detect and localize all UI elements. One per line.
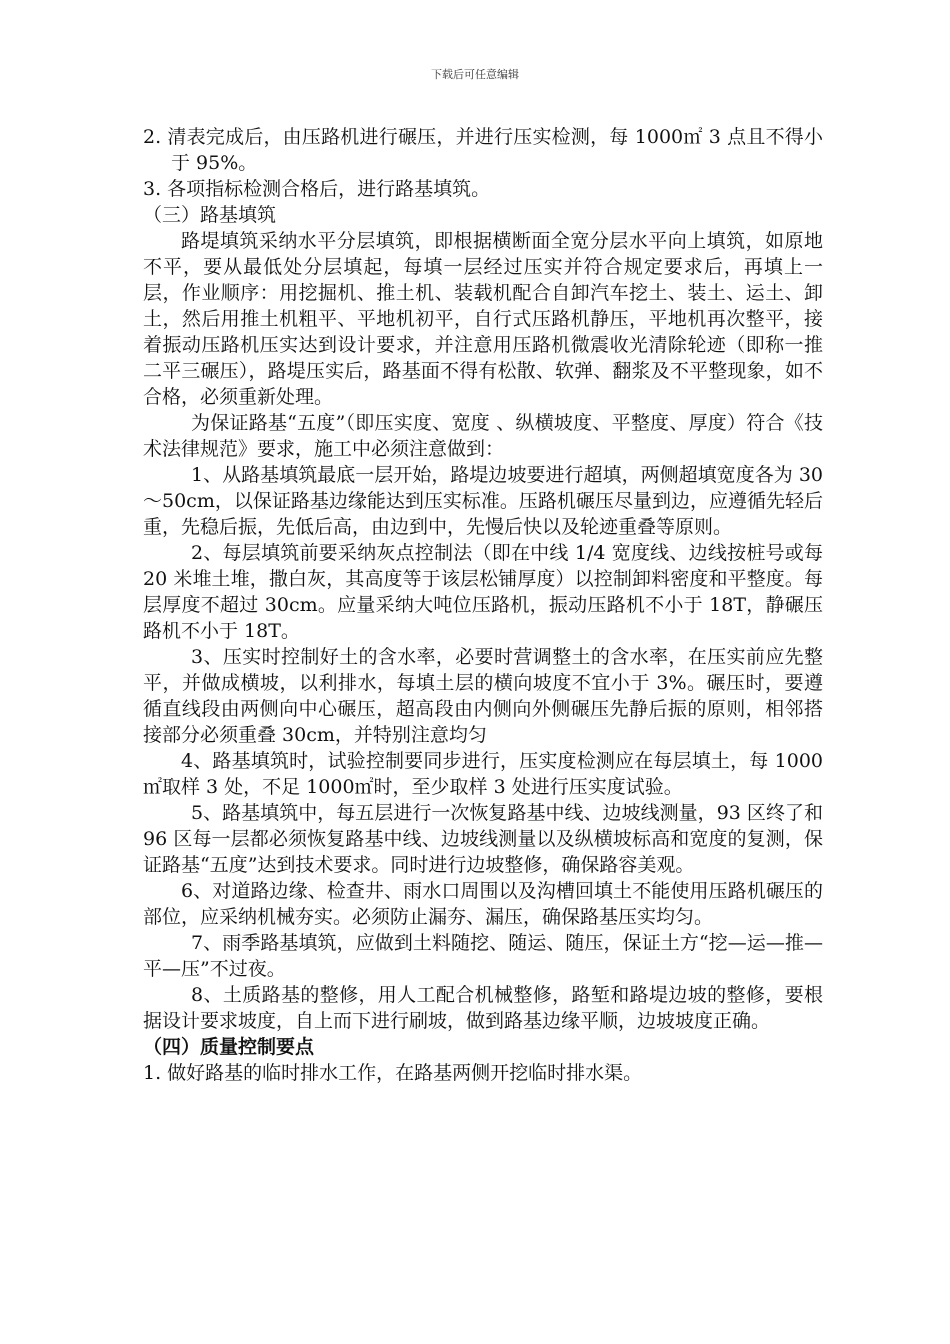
paragraph: 5、路基填筑中，每五层进行一次恢复路基中线、边坡线测量，93 区终了和 96 区每一层都必须恢复路基中线、边坡线测量以及纵横坡标高和宽度的复测，保证路基“五度”达到技术要求。同时进行边坡整修，确保路容美观。 — [143, 802, 823, 876]
section-heading: （三）路基填筑 — [143, 204, 277, 226]
section-heading: （四）质量控制要点 — [143, 1036, 315, 1058]
paragraph: 3、压实时控制好土的含水率，必要时营调整土的含水率，在压实前应先整平，并做成横坡，以利排水，每填土层的横向坡度不宜小于 3%。碾压时，要遵循直线段由两侧向中心碾压，超高段由内侧向外侧碾压先静后振的原则，相邻搭接部分必须重叠 30cm，并特别注意均匀 — [143, 646, 823, 746]
paragraph: 4、路基填筑时，试验控制要同步进行，压实度检测应在每层填土，每 1000㎡取样 3 处，不足 1000㎡时，至少取样 3 处进行压实度试验。 — [143, 750, 823, 798]
paragraph: 为保证路基“五度”（即压实度、宽度 、纵横坡度、平整度、厚度）符合《技术法律规范》要求，施工中必须注意做到： — [143, 412, 823, 460]
paragraph: 1、从路基填筑最底一层开始，路堤边坡要进行超填，两侧超填宽度各为 30～50cm，以保证路基边缘能达到压实标准。压路机碾压尽量到边，应遵循先轻后重，先稳后振，先低后高，由边到中，先慢后快以及轮迹重叠等原则。 — [143, 464, 823, 538]
list-item: 3. 各项指标检测合格后，进行路基填筑。 — [143, 178, 491, 200]
paragraph: 路堤填筑采纳水平分层填筑，即根据横断面全宽分层水平向上填筑，如原地不平，要从最低处分层填起，每填一层经过压实并符合规定要求后，再填上一层，作业顺序：用挖掘机、推土机、装载机配合自卸汽车挖土、装土、运土、卸土，然后用推土机粗平、平地机初平，自行式压路机静压，平地机再次整平，接着振动压路机压实达到设计要求，并注意用压路机微震收光清除轮迹（即称一推二平三碾压），路堤压实后，路基面不得有松散、软弹、翻浆及不平整现象，如不合格，必须重新处理。 — [143, 230, 823, 408]
list-item: 2. 清表完成后，由压路机进行碾压，并进行压实检测，每 1000㎡ 3 点且不得小于 95%。 — [143, 126, 823, 174]
page-header: 下载后可任意编辑 — [431, 68, 519, 81]
paragraph: 2、每层填筑前要采纳灰点控制法（即在中线 1/4 宽度线、边线按桩号或每 20 米堆土堆，撒白灰，其高度等于该层松铺厚度）以控制卸料密度和平整度。每层厚度不超过 30cm。应量采纳大吨位压路机，振动压路机不小于 18T，静碾压路机不小于 18T。 — [143, 542, 823, 642]
paragraph: 8、土质路基的整修，用人工配合机械整修，路堑和路堤边坡的整修，要根据设计要求坡度，自上而下进行刷坡，做到路基边缘平顺，边坡坡度正确。 — [143, 984, 823, 1032]
paragraph: 6、对道路边缘、检查井、雨水口周围以及沟槽回填土不能使用压路机碾压的部位，应采纳机械夯实。必须防止漏夯、漏压，确保路基压实均匀。 — [143, 880, 823, 928]
document-body — [143, 124, 823, 1086]
list-item: 1. 做好路基的临时排水工作，在路基两侧开挖临时排水渠。 — [143, 1062, 643, 1084]
paragraph: 7、雨季路基填筑，应做到土料随挖、随运、随压，保证土方“挖—运—推—平—压”不过夜。 — [143, 932, 823, 980]
